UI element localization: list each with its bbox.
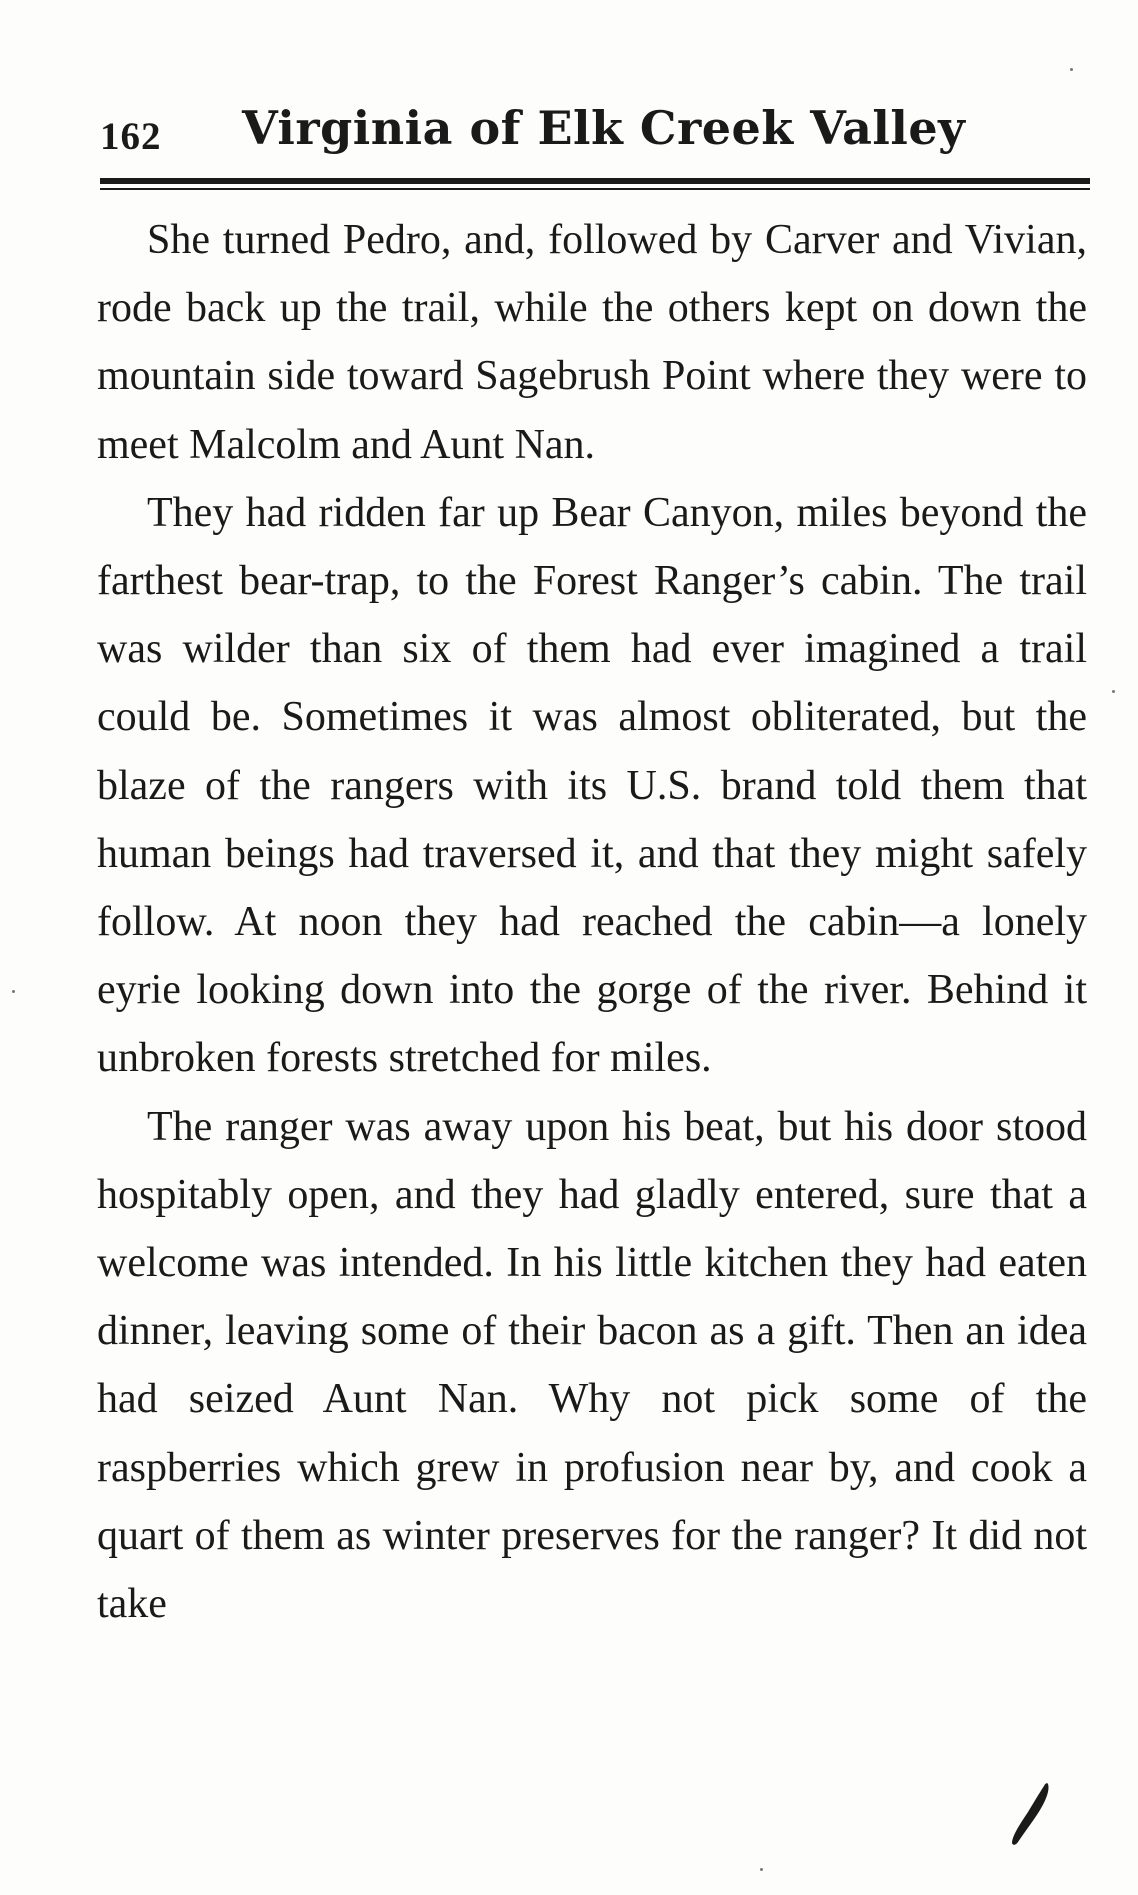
paragraph: The ranger was away upon his beat, but his door stood hospitably open, and they had gladly entered, sure that a welcome was intended. In his little kitchen they had eaten dinner, leaving some of their bacon as a gift. Then an idea had seized Aunt Nan. Why not pick some of the raspberries which grew in profusion near by, and cook a quart of them as winter preserves for the ranger? It did not take [97, 1103, 1087, 1628]
ink-blot-icon [1010, 1780, 1052, 1850]
running-title: Virginia of Elk Creek Valley [242, 101, 966, 155]
header-rule-thin [100, 188, 1090, 190]
paper-speck [12, 990, 15, 993]
page-number: 162 [100, 115, 162, 158]
paragraph: She turned Pedro, and, followed by Carver and Vivian, rode back up the trail, while the others kept on down the mountain side toward Sagebrush Point where they were to meet Malcolm and Aunt Nan. [97, 217, 1087, 468]
paper-speck [1070, 68, 1073, 71]
paper-speck [1112, 690, 1115, 693]
running-head [100, 96, 1090, 166]
body-text [97, 206, 1087, 1638]
paragraph: They had ridden far up Bear Canyon, miles beyond the farthest bear-trap, to the Forest Ranger’s cabin. The trail was wilder than six of them had ever imagined a trail could be. Sometimes it was almost obliterated, but the blaze of the rangers with its U.S. brand told them that human beings had traversed it, and that they might safely follow. At noon they had reached the cabin—a lonely eyrie looking down into the gorge of the river. Behind it unbroken forests stretched for miles. [97, 489, 1087, 1082]
header-rule-thick [100, 178, 1090, 184]
paper-speck [760, 1868, 763, 1871]
